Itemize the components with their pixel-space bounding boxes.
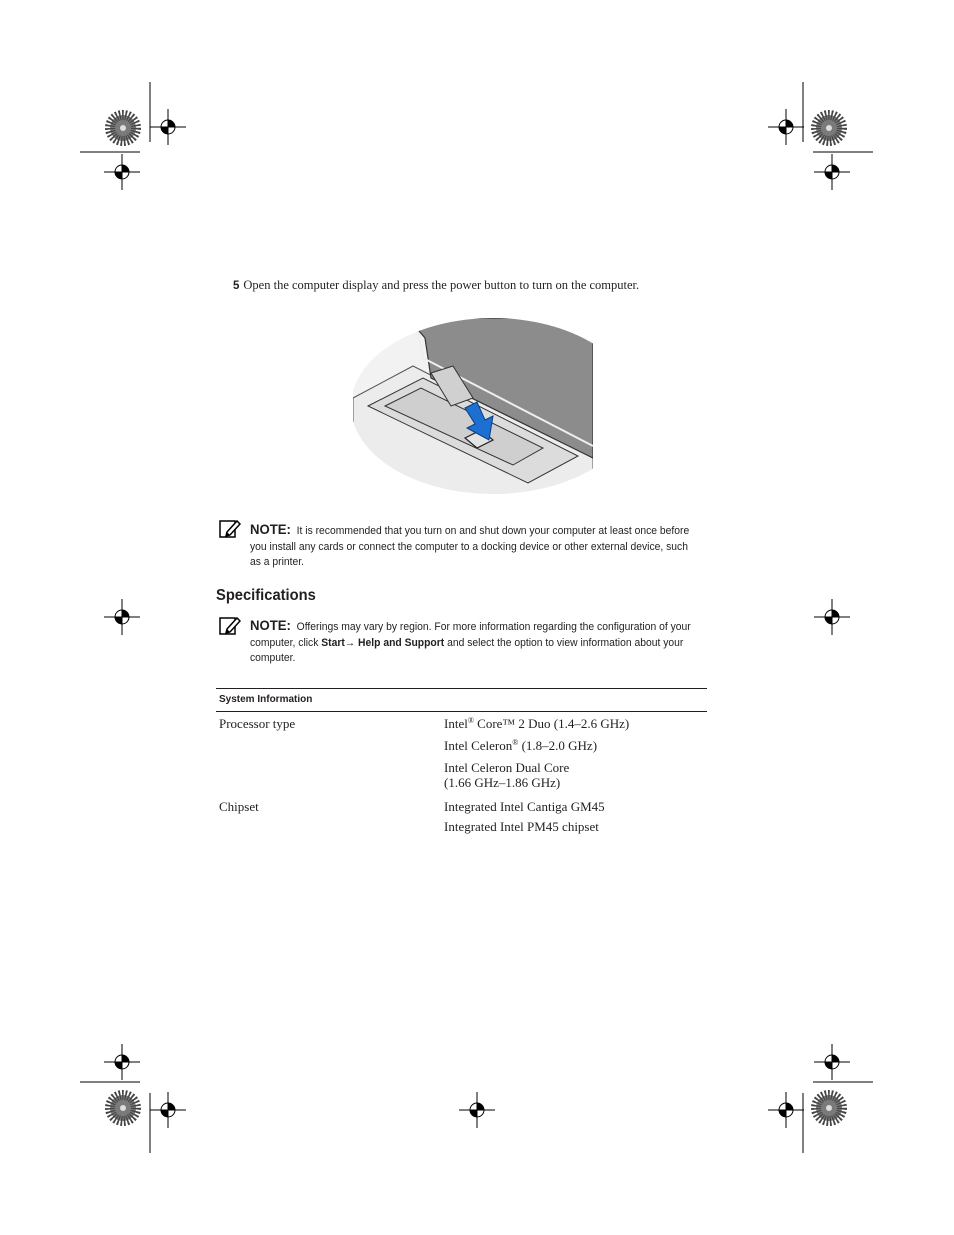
start-menu-label: Start	[321, 636, 345, 649]
value-gm45: Integrated Intel Cantiga GM45	[444, 799, 605, 814]
arrow-symbol: →	[344, 636, 356, 649]
row-label: Processor type	[219, 716, 296, 731]
system-information-table	[216, 688, 707, 834]
table-row-chipset	[216, 799, 707, 834]
note-label: NOTE:	[250, 617, 291, 633]
step-5	[233, 278, 639, 293]
value-celeron: Intel Celeron® (1.8–2.0 GHz)	[444, 738, 598, 753]
table-row-processor	[216, 714, 707, 790]
value-pm45: Integrated Intel PM45 chipset	[444, 819, 599, 834]
value-core2duo: Intel® Core™ 2 Duo (1.4–2.6 GHz)	[444, 716, 630, 731]
step-number: 5	[233, 280, 240, 292]
note-text-before: Offerings may vary by region. For more information regarding the configuration of your computer, click	[250, 621, 691, 649]
step-text: Open the computer display and press the power button to turn on the computer.	[243, 278, 640, 292]
note-1	[250, 522, 701, 571]
note-pencil-icon	[219, 518, 241, 540]
table-header: System Information	[216, 688, 707, 712]
section-heading: Specifications	[216, 587, 316, 604]
row-label: Chipset	[219, 799, 259, 814]
note-label: NOTE:	[250, 521, 291, 537]
note-pencil-icon	[219, 615, 241, 637]
note-text: It is recommended that you turn on and shut down your computer at least once before you install any cards or connect the computer to a docking device or other external device, such as a printer.	[250, 525, 690, 568]
power-button-illustration	[353, 318, 593, 496]
value-celeron-dual-core-freq: (1.66 GHz–1.86 GHz)	[444, 775, 561, 790]
value-celeron-dual-core: Intel Celeron Dual Core	[444, 760, 570, 775]
note-2	[250, 618, 701, 667]
note-text-after: and select the option to view information about your computer.	[250, 636, 684, 664]
help-and-support-label: Help and Support	[358, 636, 445, 649]
